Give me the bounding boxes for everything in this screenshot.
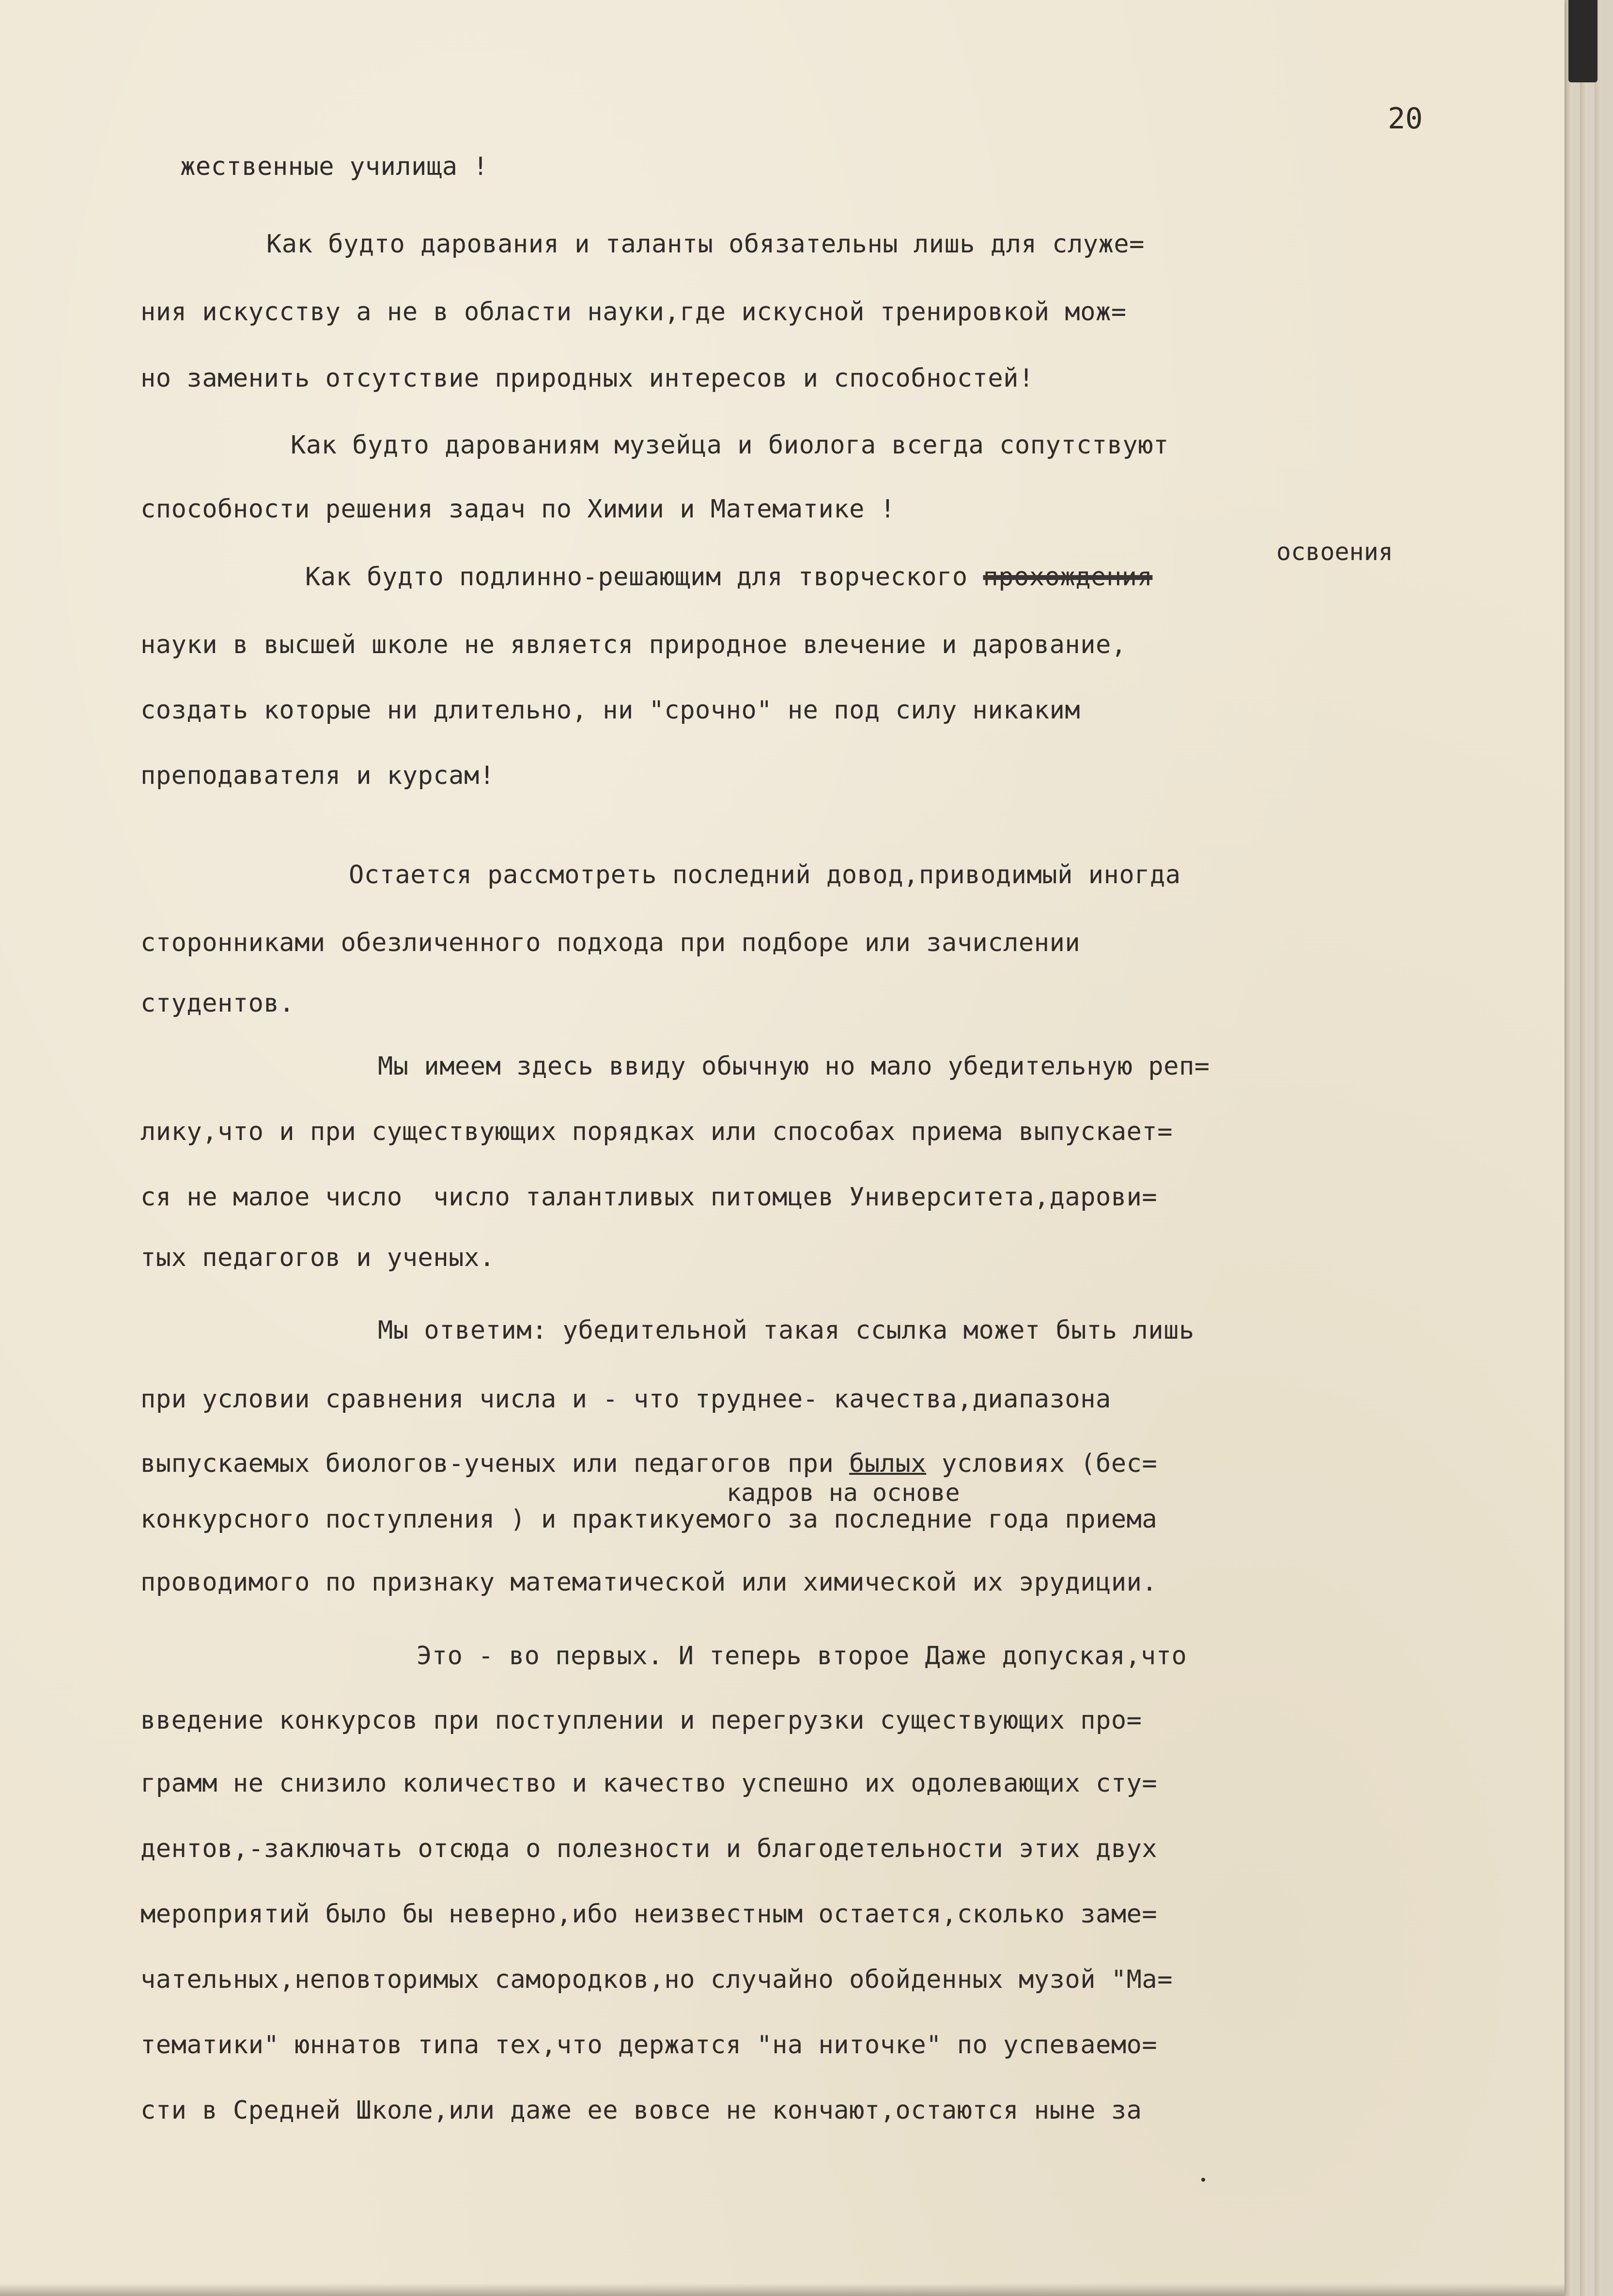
- text-line-3: ния искусству а не в области науки,где искусной тренировкой мож=: [140, 297, 1127, 327]
- text-line-29: тематики" юннатов типа тех,что держатся "на ниточке" по успеваемо=: [140, 2030, 1158, 2060]
- text-line-23: Это - во первых. И теперь второе Даже допуская,что: [417, 1641, 1187, 1671]
- text-line-19: при условии сравнения числа и - что труднее- качества,диапазона: [140, 1385, 1111, 1414]
- text-line-2: Как будто дарования и таланты обязательны лишь для служе=: [266, 230, 1145, 259]
- text-line-7-main: Как будто подлинно-решающим для творческого: [305, 562, 983, 592]
- stacked-page-edge: [1566, 0, 1572, 2296]
- text-line-14: Мы имеем здесь ввиду обычную но мало убедительную реп=: [378, 1052, 1210, 1081]
- text-line-8: науки в высшей школе не является природное влечение и дарование,: [140, 630, 1127, 659]
- page-bottom-shadow: [0, 2283, 1565, 2296]
- text-line-20-start: выпускаемых биологов-ученых или педагогов при: [140, 1449, 850, 1478]
- insertion-annotation-1: освоения: [1276, 538, 1393, 566]
- text-line-17: тых педагогов и ученых.: [140, 1243, 495, 1272]
- underlined-word: былых: [849, 1449, 927, 1478]
- text-line-13: студентов.: [140, 989, 295, 1018]
- insertion-annotation-2: кадров на основе: [727, 1479, 960, 1507]
- text-line-1: жественные училища !: [180, 152, 489, 181]
- stacked-page-edge: [1595, 0, 1601, 2296]
- text-line-28: чательных,неповторимых самородков,но случайно обойденных музой "Ма=: [140, 1965, 1173, 1994]
- stacked-page-edge: [1580, 0, 1587, 2296]
- struck-word: прохождения: [983, 562, 1153, 592]
- text-line-12: сторонниками обезличенного подхода при подборе или зачислении: [140, 928, 1081, 957]
- text-line-5: Как будто дарованиям музейца и биолога всегда сопутствуют: [291, 431, 1169, 460]
- text-line-11: Остается рассмотреть последний довод,приводимый иногда: [349, 860, 1181, 890]
- text-line-16: ся не малое число число талантливых питомцев Университета,дарови=: [140, 1183, 1158, 1212]
- text-line-26: дентов,-заключать отсюда о полезности и благодетельности этих двух: [140, 1834, 1158, 1863]
- text-line-24: введение конкурсов при поступлении и перегрузки существующих про=: [140, 1706, 1142, 1735]
- text-line-9: создать которые ни длительно, ни "срочно" не под силу никаким: [140, 696, 1081, 725]
- text-line-22: проводимого по признаку математической или химической их эрудиции.: [140, 1568, 1158, 1597]
- text-line-15: лику,что и при существующих порядках или способах приема выпускает=: [140, 1117, 1173, 1146]
- page-number: 20: [1388, 102, 1423, 136]
- text-line-10: преподавателя и курсам!: [140, 761, 495, 790]
- text-line-21: конкурсного поступления ) и практикуемого за последние года приема: [140, 1505, 1158, 1534]
- text-line-4: но заменить отсутствие природных интересов и способностей!: [140, 364, 1034, 393]
- ink-dot: [1201, 2178, 1205, 2182]
- text-line-6: способности решения задач по Химии и Математике !: [140, 495, 896, 524]
- binding-clip: [1568, 0, 1597, 82]
- text-line-7: [305, 564, 1152, 590]
- text-line-30: сти в Средней Школе,или даже ее вовсе не кончают,остаются ныне за: [140, 2096, 1142, 2125]
- text-line-25: грамм не снизило количество и качество успешно их одолевающих сту=: [140, 1769, 1158, 1798]
- text-line-27: мероприятий было бы неверно,ибо неизвестным остается,сколько заме=: [140, 1900, 1158, 1929]
- text-line-20-end: условиях (бес=: [926, 1449, 1158, 1478]
- text-line-18: Мы ответим: убедительной такая ссылка может быть лишь: [378, 1316, 1194, 1345]
- text-line-20: [140, 1451, 1157, 1476]
